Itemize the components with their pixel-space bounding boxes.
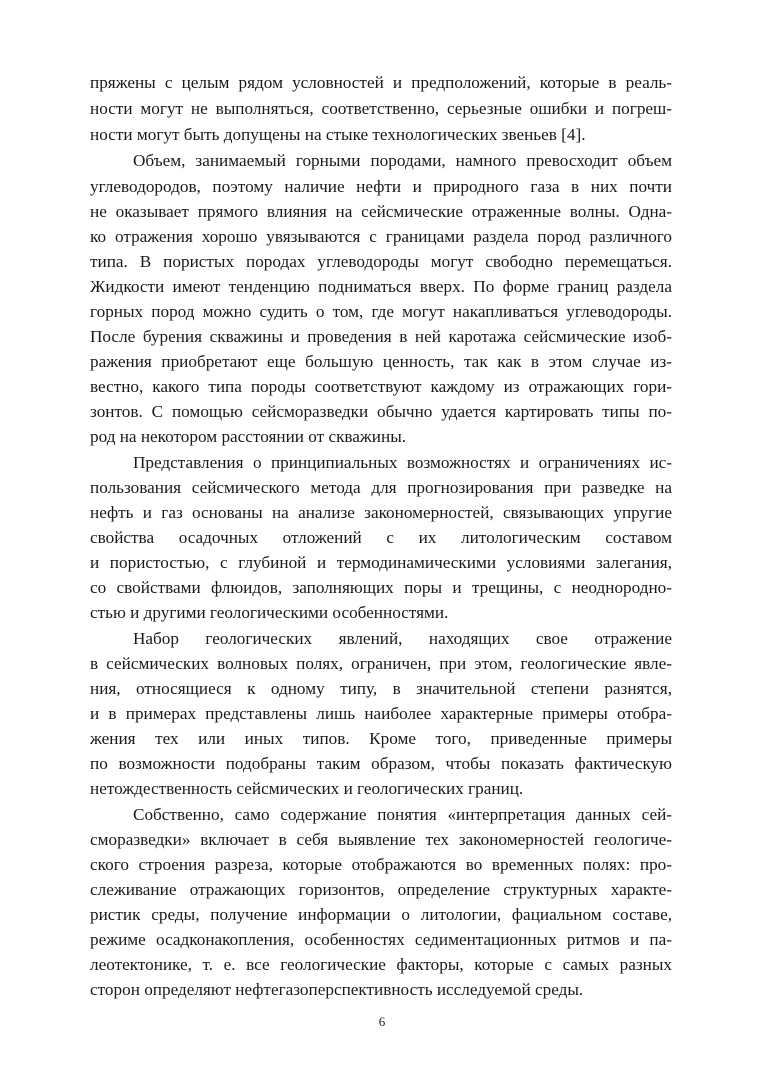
text-line: типа. В пористых породах углеводороды могут свободно перемещаться. (90, 252, 672, 271)
text-line: сторон определяют нефтегазоперспективность исследуемой среды. (90, 980, 584, 999)
text-line: ристик среды, получение информации о литологии, фациальном составе, (90, 905, 672, 924)
text-line: и в примерах представлены лишь наиболее характерные примеры отобра- (90, 704, 672, 723)
text-line: пользования сейсмического метода для прогнозирования при разведке на (90, 478, 672, 497)
text-line: Жидкости имеют тенденцию подниматься вверх. По форме границ раздела (90, 277, 672, 296)
page-number: 6 (378, 1014, 386, 1029)
text-line: жения тех или иных типов. Кроме того, приведенные примеры (90, 729, 672, 748)
text-line: режиме осадконакопления, особенностях седиментационных ритмов и па- (90, 930, 672, 949)
text-line: пряжены с целым рядом условностей и предположений, которые в реаль- (90, 73, 672, 92)
text-line: не оказывает прямого влияния на сейсмические отраженные волны. Одна- (90, 202, 672, 221)
text-line: Набор геологических явлений, находящих свое отражение (133, 629, 672, 648)
text-line: После бурения скважины и проведения в ней каротажа сейсмические изоб- (90, 327, 672, 346)
text-line: со свойствами флюидов, заполняющих поры и трещины, с неоднородно- (90, 578, 672, 597)
text-line: ности могут быть допущены на стыке технологических звеньев [4]. (90, 125, 586, 144)
text-line: по возможности подобраны таким образом, чтобы показать фактическую (90, 754, 672, 773)
text-line: род на некотором расстоянии от скважины. (90, 427, 407, 446)
text-line: ского строения разреза, которые отображаются во временных полях: про- (90, 855, 672, 874)
text-line: стью и другими геологическими особенностями. (90, 603, 449, 622)
text-line: нефть и газ основаны на анализе закономерностей, связывающих упругие (90, 503, 672, 522)
text-line: Представления о принципиальных возможностях и ограничениях ис- (133, 453, 672, 472)
text-line: ражения приобретают еще большую ценность, так как в этом случае из- (90, 352, 672, 371)
text-line: сморазведки» включает в себя выявление тех закономерностей геологиче- (90, 830, 672, 849)
text-line: в сейсмических волновых полях, ограничен, при этом, геологические явле- (90, 654, 672, 673)
text-line: ности могут не выполняться, соответственно, серьезные ошибки и погреш- (90, 99, 672, 118)
text-line: ко отражения хорошо увязываются с границами раздела пород различного (90, 227, 672, 246)
text-line: Объем, занимаемый горными породами, намного превосходит объем (133, 151, 672, 170)
text-line: горных пород можно судить о том, где могут накапливаться углеводороды. (90, 302, 672, 321)
text-line: ния, относящиеся к одному типу, в значительной степени разнятся, (90, 679, 672, 698)
text-line: зонтов. С помощью сейсморазведки обычно удается картировать типы по- (90, 402, 672, 421)
text-line: свойства осадочных отложений с их литологическим составом (90, 528, 672, 547)
text-line: слеживание отражающих горизонтов, определение структурных характе- (90, 880, 672, 899)
text-line: углеводородов, поэтому наличие нефти и природного газа в них почти (90, 177, 672, 196)
text-line: Собственно, само содержание понятия «интерпретация данных сей- (133, 805, 672, 824)
text-line: нетождественность сейсмических и геологических границ. (90, 779, 524, 798)
text-line: леотектонике, т. е. все геологические факторы, которые с самых разных (90, 955, 672, 974)
text-line: вестно, какого типа породы соответствуют каждому из отражающих гори- (90, 377, 672, 396)
text-line: и пористостью, с глубиной и термодинамическими условиями залегания, (90, 553, 672, 572)
